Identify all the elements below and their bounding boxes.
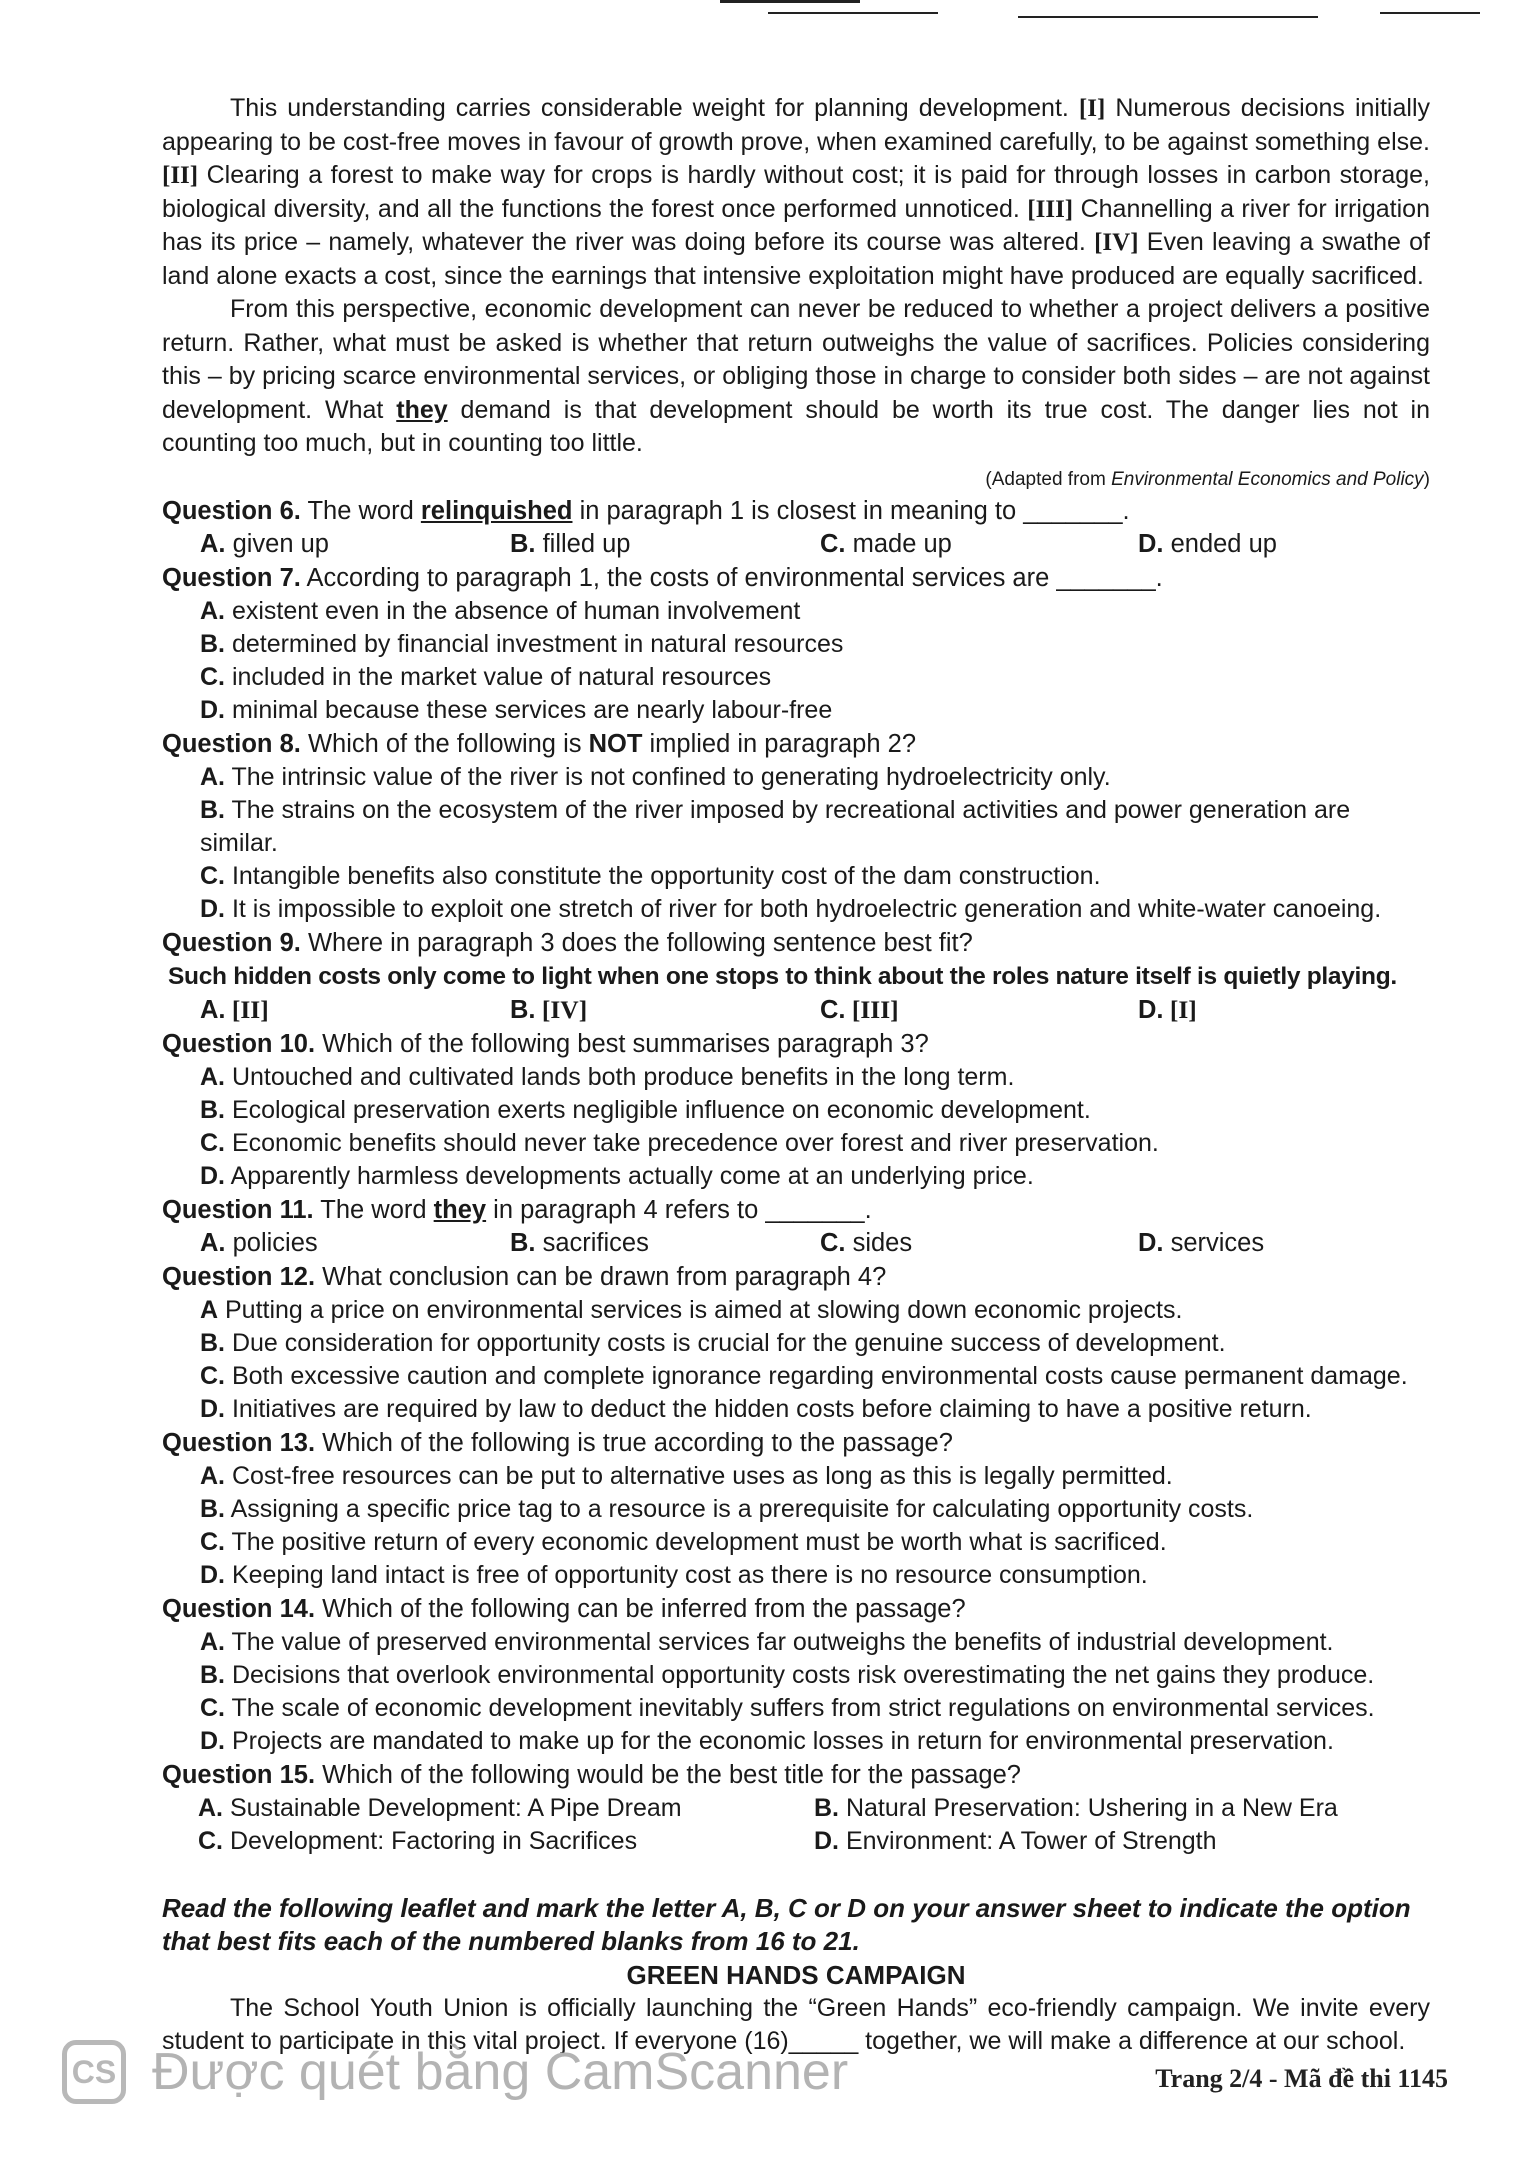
text-run: Channelling a river for irrigation has its price – namely, whatever the river was doing before its course was altered. (162, 194, 1430, 256)
option-text: Decisions that overlook environmental opportunity costs risk overestimating the net gains they produce. (225, 1660, 1375, 1689)
option-letter: C. (198, 1826, 223, 1855)
answer-option (200, 1227, 510, 1260)
passage-source (162, 469, 1430, 491)
option-text: sacrifices (535, 1228, 649, 1257)
answer-option (162, 595, 1430, 628)
option-letter: A. (200, 1461, 225, 1490)
option-text: Initiatives are required by law to deduct the hidden costs before claiming to have a positive return. (225, 1394, 1312, 1423)
question-block (162, 1759, 1430, 1858)
text-run: Where in paragraph 3 does the following sentence best fit? (300, 928, 973, 957)
option-letter: A (200, 1295, 219, 1324)
answer-option (162, 761, 1430, 794)
option-letter: B. (510, 995, 536, 1024)
answer-option (1138, 993, 1197, 1027)
source-suffix: ) (1423, 468, 1430, 490)
option-text: services (1163, 1228, 1265, 1257)
option-text: determined by financial investment in natural resources (225, 629, 844, 658)
option-letter: B. (200, 1095, 225, 1124)
option-letter: A. (200, 995, 226, 1024)
question-block (162, 927, 1430, 1027)
option-letter: C. (200, 1527, 225, 1556)
text-run: implied in paragraph 2? (642, 729, 916, 758)
question-block (162, 1194, 1430, 1260)
option-letter: A. (200, 1627, 225, 1656)
option-text: [I] (1163, 994, 1197, 1024)
option-letter: B. (200, 1494, 225, 1523)
option-text: [III] (845, 994, 899, 1024)
text-run: demand is that development should be worth its true cost. The danger lies not in counting too much, but in counting too little. (162, 395, 1430, 457)
question-stem (162, 495, 1430, 528)
passage-paragraph (162, 92, 1430, 293)
answer-option (162, 1626, 1430, 1659)
option-text: It is impossible to exploit one stretch of river for both hydroelectric generation and white-water canoeing. (225, 894, 1382, 923)
option-text: Development: Factoring in Sacrifices (223, 1826, 638, 1855)
paragraph-marker: [I] (1078, 95, 1106, 122)
option-letter: D. (200, 1161, 225, 1190)
answer-option (162, 1460, 1430, 1493)
option-row (162, 1227, 1430, 1260)
answer-option (198, 1792, 814, 1825)
option-letter: A. (200, 1228, 226, 1257)
underlined-word: they (396, 395, 448, 424)
option-text: sides (845, 1228, 913, 1257)
answer-option (162, 661, 1430, 694)
answer-option (162, 1160, 1430, 1193)
text-run: Which of the following is true according to the passage? (315, 1428, 953, 1457)
option-row (162, 993, 1430, 1027)
option-text: [II] (225, 994, 269, 1024)
option-row (162, 1792, 1430, 1825)
option-letter: D. (1138, 995, 1164, 1024)
answer-option (814, 1825, 1430, 1858)
option-text: policies (225, 1228, 318, 1257)
question-list (162, 495, 1430, 1858)
question-block (162, 728, 1430, 926)
question-number: Question 11. (162, 1195, 314, 1224)
option-text: The scale of economic development inevitably suffers from strict regulations on environmental services. (225, 1693, 1375, 1722)
answer-option (1138, 528, 1277, 561)
underlined-word: relinquished (420, 496, 573, 525)
answer-option (1138, 1227, 1264, 1260)
scan-artifact-line (1018, 16, 1318, 18)
option-text: Economic benefits should never take precedence over forest and river preservation. (225, 1128, 1159, 1157)
text-run: This understanding carries considerable weight for planning development. (230, 94, 1079, 122)
question-block (162, 1427, 1430, 1592)
option-text: included in the market value of natural resources (225, 662, 772, 691)
answer-option (200, 993, 510, 1027)
answer-option (162, 1393, 1430, 1426)
option-letter: B. (200, 629, 225, 658)
option-letter: A. (198, 1793, 223, 1822)
option-letter: C. (200, 1693, 225, 1722)
option-letter: A. (200, 529, 226, 558)
option-text: Ecological preservation exerts negligible influence on economic development. (225, 1095, 1091, 1124)
question-number: Question 10. (162, 1029, 316, 1058)
question-number: Question 8. (162, 729, 301, 758)
option-letter: D. (200, 1394, 225, 1423)
paragraph-marker: [III] (1027, 195, 1074, 223)
question-block (162, 1593, 1430, 1758)
option-letter: B. (814, 1793, 839, 1822)
answer-option (162, 1094, 1430, 1127)
option-letter: D. (200, 1560, 225, 1589)
text-run: in paragraph 1 is closest in meaning to _______. (572, 496, 1130, 525)
option-text: Natural Preservation: Ushering in a New Era (839, 1793, 1338, 1822)
answer-option (162, 1692, 1430, 1725)
option-letter: C. (200, 861, 225, 890)
question-number: Question 7. (162, 563, 301, 592)
option-letter: A. (200, 1062, 225, 1091)
answer-option (162, 860, 1430, 893)
camscanner-watermark (62, 2040, 848, 2104)
option-text: Projects are mandated to make up for the economic losses in return for environmental preservation. (225, 1726, 1334, 1755)
option-text: Putting a price on environmental services is aimed at slowing down economic projects. (218, 1295, 1183, 1324)
question-number: Question 14. (162, 1594, 316, 1623)
answer-option (162, 1526, 1430, 1559)
paragraph-marker: [II] (162, 162, 199, 189)
question-stem (162, 1028, 1430, 1061)
text-run: Which of the following is (300, 729, 589, 758)
question-block (162, 495, 1430, 561)
option-text: The intrinsic value of the river is not confined to generating hydroelectricity only. (225, 762, 1111, 791)
option-text: Assigning a specific price tag to a resource is a prerequisite for calculating opportunity costs. (225, 1494, 1254, 1523)
question-number: Question 9. (162, 928, 301, 957)
option-text: Both excessive caution and complete ignorance regarding environmental costs cause permanent damage. (225, 1361, 1408, 1390)
option-text: Intangible benefits also constitute the opportunity cost of the dam construction. (225, 861, 1101, 890)
option-text: The strains on the ecosystem of the river imposed by recreational activities and power generation are similar. (200, 795, 1351, 857)
text-run: Numerous decisions initially appearing to be cost-free moves in favour of growth prove, when examined carefully, to be against something else. (162, 94, 1431, 156)
answer-option (162, 1061, 1430, 1094)
leaflet-title: GREEN HANDS CAMPAIGN (626, 1959, 966, 1990)
paragraph-marker: [IV] (1094, 229, 1139, 256)
text-run: What conclusion can be drawn from paragraph 4? (315, 1262, 887, 1291)
text-run: Which of the following can be inferred from the passage? (315, 1594, 966, 1623)
option-text: Environment: A Tower of Strength (839, 1826, 1217, 1855)
option-letter: B. (200, 795, 225, 824)
text-run: The word (300, 496, 421, 525)
source-prefix: (Adapted from (985, 468, 1112, 490)
answer-option (820, 528, 1138, 561)
question-stem (162, 562, 1430, 595)
answer-option (162, 794, 1430, 860)
question-block (162, 562, 1430, 727)
option-text: Due consideration for opportunity costs is crucial for the genuine success of development. (225, 1328, 1226, 1357)
answer-option (200, 528, 510, 561)
option-text: Untouched and cultivated lands both produce benefits in the long term. (225, 1062, 1015, 1091)
question-block (162, 1028, 1430, 1193)
text-run: According to paragraph 1, the costs of environmental services are _______. (300, 563, 1163, 592)
answer-option (162, 628, 1430, 661)
option-text: Apparently harmless developments actually come at an underlying price. (225, 1161, 1034, 1190)
question-number: Question 12. (162, 1262, 316, 1291)
text-run: Which of the following best summarises paragraph 3? (315, 1029, 929, 1058)
answer-option (162, 694, 1430, 727)
option-text: Cost-free resources can be put to alternative uses as long as this is legally permitted. (225, 1461, 1173, 1490)
option-text: Sustainable Development: A Pipe Dream (223, 1793, 682, 1822)
option-letter: D. (200, 695, 225, 724)
text-run: The word (313, 1195, 434, 1224)
answer-option (162, 893, 1430, 926)
question-stem (162, 1194, 1430, 1227)
answer-option (162, 1725, 1430, 1758)
question-stem (162, 1759, 1430, 1792)
option-letter: D. (200, 1726, 225, 1755)
answer-option (510, 528, 820, 561)
question-stem (162, 1593, 1430, 1626)
option-letter: C. (820, 529, 846, 558)
option-text: Keeping land intact is free of opportunity cost as there is no resource consumption. (225, 1560, 1148, 1589)
option-text: existent even in the absence of human involvement (225, 596, 801, 625)
option-letter: D. (1138, 1228, 1164, 1257)
answer-option (162, 1659, 1430, 1692)
option-letter: C. (820, 995, 846, 1024)
camscanner-logo-icon: CS (62, 2040, 126, 2104)
watermark-text: Được quét bằng CamScanner (152, 2043, 849, 2101)
option-letter: B. (200, 1660, 225, 1689)
option-text: minimal because these services are nearly labour-free (225, 695, 833, 724)
answer-option (814, 1792, 1430, 1825)
question-number: Question 13. (162, 1428, 316, 1457)
answer-option (162, 1327, 1430, 1360)
option-letter: D. (200, 894, 225, 923)
option-text: filled up (535, 529, 631, 558)
emphasis-text: NOT (588, 729, 643, 758)
answer-option (510, 993, 820, 1027)
page-footer: Trang 2/4 - Mã đề thi 1145 (1155, 2064, 1448, 2093)
answer-option (162, 1493, 1430, 1526)
scan-artifact-line (768, 12, 938, 14)
question-stem (162, 927, 1430, 960)
option-row (162, 1825, 1430, 1858)
option-letter: A. (200, 596, 225, 625)
answer-option (162, 1559, 1430, 1592)
option-letter: C. (820, 1228, 846, 1257)
answer-option (820, 993, 1138, 1027)
answer-option (162, 1294, 1430, 1327)
option-text: made up (845, 529, 952, 558)
option-text: The positive return of every economic development must be worth what is sacrificed. (225, 1527, 1167, 1556)
leaflet-body: The School Youth Union is officially launching the “Green Hands” eco-friendly campaign. We invite every student to participate in this vital project. If everyone (16)_____ together, we will make a difference at our school. (162, 1993, 1430, 2055)
option-letter: B. (200, 1328, 225, 1357)
section-instruction: Read the following leaflet and mark the letter A, B, C or D on your answer sheet to indicate the option that best fits each of the numbered blanks from 16 to 21. (162, 1892, 1411, 1956)
text-run: Which of the following would be the best title for the passage? (315, 1760, 1021, 1789)
question-number: Question 15. (162, 1760, 316, 1789)
option-text: given up (225, 529, 329, 558)
scan-artifact-line (720, 0, 860, 3)
option-letter: C. (200, 1361, 225, 1390)
option-text: The value of preserved environmental services far outweighs the benefits of industrial development. (225, 1627, 1334, 1656)
option-letter: C. (200, 1128, 225, 1157)
option-text: ended up (1163, 529, 1277, 558)
option-letter: B. (510, 1228, 536, 1257)
option-row (162, 528, 1430, 561)
question-block (162, 1261, 1430, 1426)
question-number: Question 6. (162, 496, 301, 525)
answer-option (162, 1127, 1430, 1160)
answer-option (820, 1227, 1138, 1260)
source-title: Environmental Economics and Policy (1111, 468, 1424, 490)
option-letter: B. (510, 529, 536, 558)
option-letter: C. (200, 662, 225, 691)
underlined-word: they (433, 1195, 487, 1224)
question-stem (162, 1261, 1430, 1294)
answer-option (198, 1825, 814, 1858)
option-letter: D. (814, 1826, 839, 1855)
answer-option (510, 1227, 820, 1260)
exam-page (162, 92, 1430, 2059)
option-letter: D. (1138, 529, 1164, 558)
text-run: Clearing a forest to make way for crops is hardly without cost; it is paid for through losses in carbon storage, biological diversity, and all the functions the forest once performed unnoticed. (162, 161, 1430, 223)
scan-artifact-line (1380, 12, 1480, 14)
passage-paragraph (162, 293, 1430, 461)
question-stem (162, 728, 1430, 761)
question-stem (162, 1427, 1430, 1460)
option-text: [IV] (535, 994, 588, 1024)
option-letter: A. (200, 762, 225, 791)
answer-option (162, 1360, 1430, 1393)
insert-sentence: Such hidden costs only come to light when one stops to think about the roles nature itself is quietly playing. (168, 962, 1397, 990)
text-run: Even leaving a swathe of land alone exacts a cost, since the earnings that intensive exploitation might have produced are equally sacrificed. (162, 228, 1430, 290)
text-run: in paragraph 4 refers to _______. (486, 1195, 872, 1224)
text-run: From this perspective, economic development can never be reduced to whether a project delivers a positive return. Rather, what must be asked is whether that return outweighs the value of sacrifices. Policies considering this – by pricing scarce environmental services, or obliging those in charge to consider both sides – are not against development. What (162, 295, 1430, 424)
